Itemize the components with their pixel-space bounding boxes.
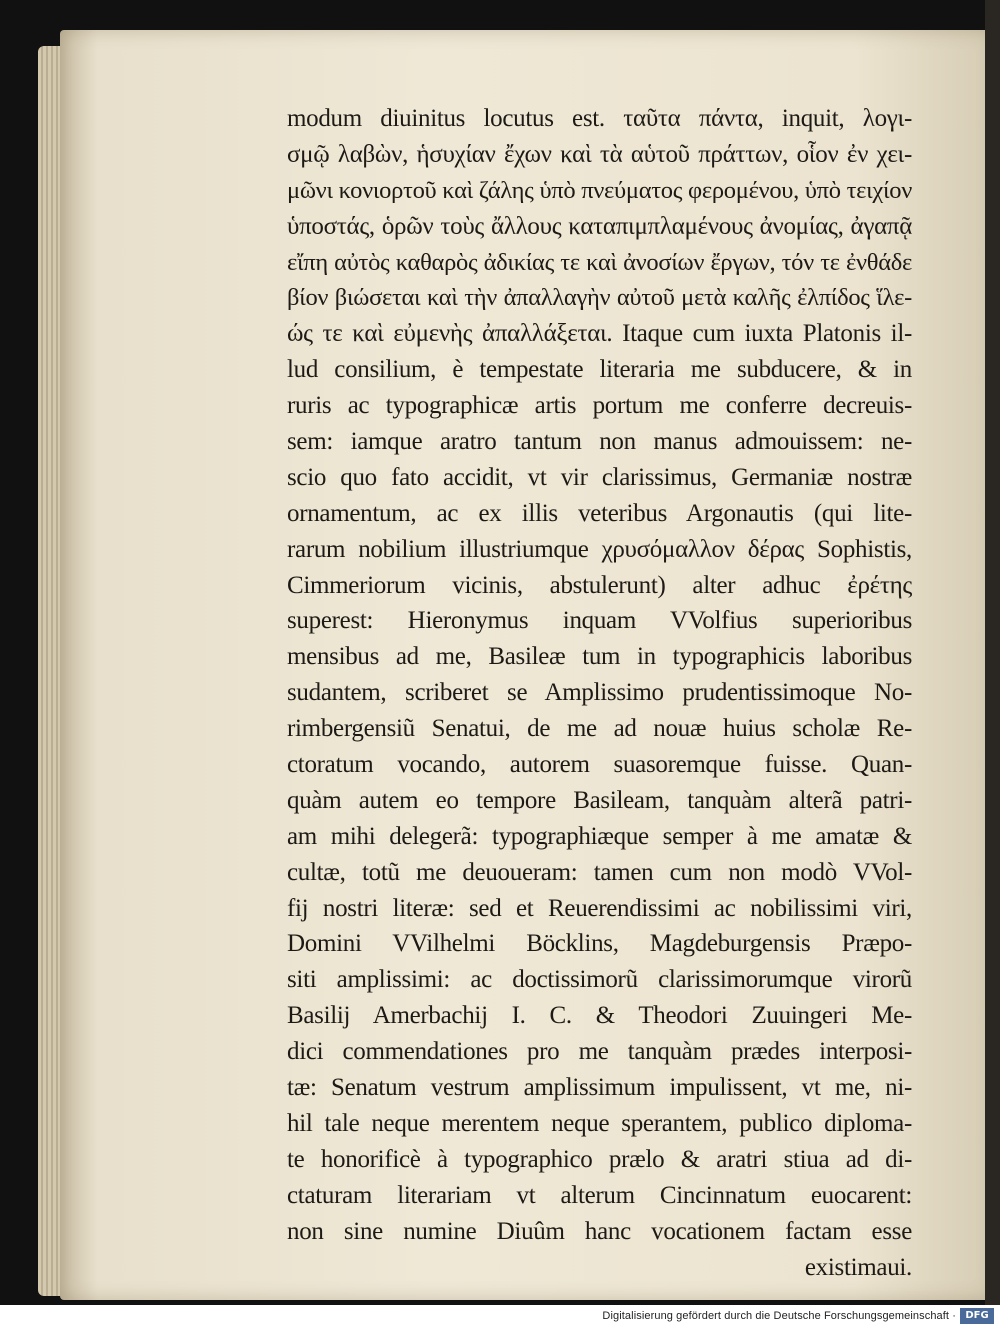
text-line: tæ: Senatum vestrum amplissimum impulissent, vt me, ni- [287, 1074, 912, 1102]
text-line: scio quo fato accidit, vt vir clarissimus, Germaniæ nostræ [287, 463, 912, 491]
text-line: te honorificè à typographico prælo & aratri stiua ad di- [287, 1145, 912, 1173]
text-line: rimbergensiũ Senatui, de me ad nouæ huius scholæ Re- [287, 715, 912, 743]
text-line: ctaturam literariam vt alterum Cincinnatum euocarent: [287, 1181, 912, 1209]
text-line: mensibus ad me, Basileæ tum in typographicis laboribus [287, 643, 912, 671]
text-line: ώς τε καὶ εὐμενὴς ἀπαλλάξεται. Itaque cum iuxta Platonis il- [287, 320, 912, 348]
text-line: ruris ac typographicæ artis portum me conferre decreuis- [287, 392, 912, 420]
text-line: ctoratum vocando, autorem suasoremque fuisse. Quan- [287, 751, 912, 779]
text-line: siti amplissimi: ac doctissimorũ clarissimorumque virorũ [287, 966, 912, 994]
text-line: cultæ, totũ me deuoueram: tamen cum non modò VVol- [287, 858, 912, 886]
text-line: non sine numine Diuûm hanc vocationem factam esse [287, 1217, 912, 1245]
text-line: sem: iamque aratro tantum non manus admouissem: ne- [287, 428, 912, 456]
text-line: ornamentum, ac ex illis veteribus Argonautis (qui lite- [287, 499, 912, 527]
text-line: dici commendationes pro me tanquàm prædes interposi- [287, 1038, 912, 1066]
text-line: βίον βιώσεται καὶ τὴν ἀπαλλαγὴν αὐτοῦ μετὰ καλῆς ἐλπίδος ἵλε- [287, 284, 912, 312]
text-line: quàm autem eo tempore Basileam, tanquàm alterã patri- [287, 786, 912, 814]
text-line: ὑποστάς, ὁρῶν τοὺς ἄλλους καταπιμπλαμένους ἀνομίας, ἀγαπᾷ [287, 212, 912, 240]
text-line: am mihi delegerã: typographiæque semper à me amatæ & [287, 822, 912, 850]
page-text-block [287, 101, 912, 1285]
dfg-logo-icon: DFG [960, 1308, 994, 1324]
text-line: lud consilium, è tempestate literaria me subducere, & in [287, 356, 912, 384]
text-line: rarum nobilium illustriumque χρυσόμαλλον δέρας Sophistis, [287, 535, 912, 563]
text-line: superest: Hieronymus inquam VVolfius superioribus [287, 607, 912, 635]
text-line: Cimmeriorum vicinis, abstulerunt) alter adhuc ἐρέτης [287, 571, 912, 599]
text-line: Basilij Amerbachij I. C. & Theodori Zuuingeri Me- [287, 1002, 912, 1030]
text-line: σμῷ λαβὼν, ἡσυχίαν ἔχων καὶ τὰ αὑτοῦ πράττων, οἷον ἐν χει- [287, 140, 912, 168]
text-line: modum diuinitus locutus est. ταῦτα πάντα, inquit, λογι- [287, 105, 912, 132]
text-line: Domini VVilhelmi Böcklins, Magdeburgensis Præpo- [287, 930, 912, 958]
text-line: sudantem, scriberet se Amplissimo prudentissimoque No- [287, 679, 912, 707]
text-line: εἴπη αὐτὸς καθαρὸς ἀδικίας τε καὶ ἀνοσίων ἔργων, τόν τε ἐνθάδε [287, 248, 912, 276]
text-line: hil tale neque merentem neque sperantem, publico diploma- [287, 1109, 912, 1137]
book-spine [985, 0, 1000, 1305]
text-line: existimaui. [804, 1253, 912, 1281]
text-line: μῶνι κονιορτοῦ καὶ ζάλης ὑπὸ πνεύματος φερομένου, ὑπὸ τειχίον [287, 176, 912, 204]
funding-credit: Digitalisierung gefördert durch die Deutsche Forschungsgemeinschaft · [602, 1310, 956, 1322]
text-line: fij nostri literæ: sed et Reuerendissimi ac nobilissimi viri, [287, 894, 912, 922]
